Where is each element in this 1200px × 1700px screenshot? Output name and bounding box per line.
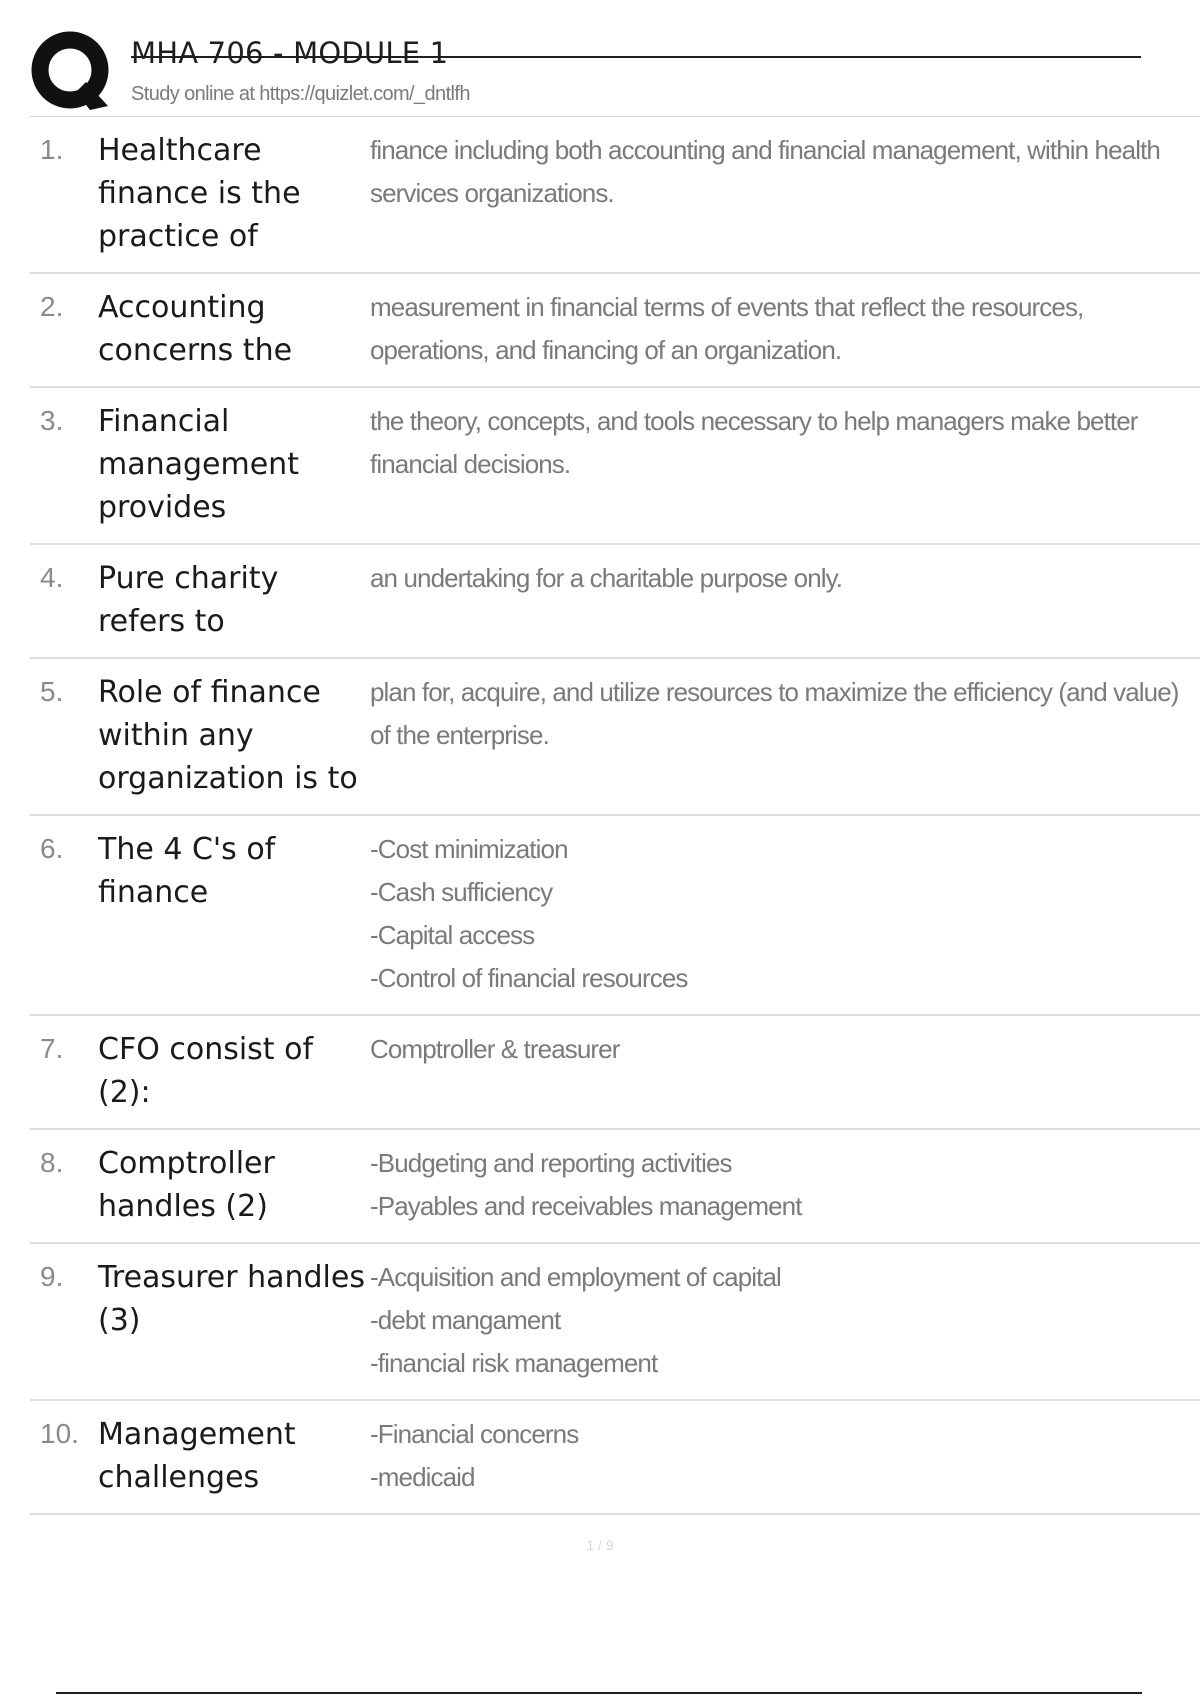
card-term: Financial management provides (98, 404, 299, 525)
card-number: 2. (40, 291, 64, 322)
card-term: CFO consist of (2): (98, 1032, 314, 1110)
card-definition (370, 1413, 1200, 1499)
flashcard-row (30, 117, 1200, 274)
flashcard-row (30, 1016, 1200, 1130)
footer-divider (56, 1692, 1142, 1694)
card-term: Accounting concerns the (98, 290, 293, 368)
card-term: Pure charity refers to (98, 561, 279, 639)
card-definition (370, 557, 1200, 600)
flashcard-row (30, 545, 1200, 659)
card-term: The 4 C's of finance (98, 832, 276, 910)
card-number: 3. (40, 405, 64, 436)
card-term: Role of finance within any organization is to (98, 675, 358, 796)
definition-line: -Capital access (370, 920, 535, 950)
card-term: Healthcare finance is the practice of (98, 133, 301, 254)
card-definition (370, 1142, 1200, 1228)
card-definition (370, 1256, 1200, 1385)
card-term: Treasurer handles (3) (98, 1260, 365, 1338)
document-title: MHA 706 - MODULE 1 (131, 36, 449, 70)
page-header (0, 0, 1200, 118)
study-online-link-text[interactable]: Study online at https://quizlet.com/_dntlfh (131, 83, 470, 105)
flashcard-row (30, 816, 1200, 1016)
card-definition (370, 671, 1200, 757)
card-number: 5. (40, 676, 64, 707)
card-number: 7. (40, 1033, 64, 1064)
card-number: 9. (40, 1261, 64, 1292)
title-strikethrough-rule (131, 56, 1141, 58)
definition-line: Comptroller & treasurer (370, 1034, 620, 1064)
flashcard-row (30, 659, 1200, 816)
card-number: 4. (40, 562, 64, 593)
definition-line: measurement in financial terms of events that reflect the resources, operations, and financing of an organization. (370, 292, 1084, 365)
flashcard-list (30, 117, 1200, 1515)
definition-line: -debt mangament (370, 1305, 561, 1335)
definition-line: -Payables and receivables management (370, 1191, 802, 1221)
definition-line: -Control of financial resources (370, 963, 688, 993)
card-number: 10. (40, 1418, 79, 1449)
card-definition (370, 286, 1200, 372)
flashcard-row (30, 1244, 1200, 1401)
card-number: 1. (40, 134, 64, 165)
definition-line: -Acquisition and employment of capital (370, 1262, 781, 1292)
definition-line: plan for, acquire, and utilize resources to maximize the efficiency (and value) of the enterprise. (370, 677, 1179, 750)
definition-line: -Cost minimization (370, 834, 568, 864)
page-number: 1 / 9 (586, 1537, 614, 1553)
definition-line: the theory, concepts, and tools necessary to help managers make better financial decisions. (370, 406, 1138, 479)
flashcard-row (30, 1130, 1200, 1244)
flashcard-row (30, 1401, 1200, 1515)
definition-line: -Financial concerns (370, 1419, 579, 1449)
card-definition (370, 1028, 1200, 1071)
definition-line: -Cash sufficiency (370, 877, 553, 907)
definition-line: an undertaking for a charitable purpose only. (370, 563, 843, 593)
card-definition (370, 129, 1200, 215)
flashcard-row (30, 388, 1200, 545)
quizlet-q-logo-icon (30, 30, 114, 114)
card-term: Comptroller handles (2) (98, 1146, 275, 1224)
card-definition (370, 400, 1200, 486)
definition-line: -Budgeting and reporting activities (370, 1148, 732, 1178)
card-number: 8. (40, 1147, 64, 1178)
card-definition (370, 828, 1200, 1000)
flashcard-row (30, 274, 1200, 388)
definition-line: -financial risk management (370, 1348, 658, 1378)
definition-line: -medicaid (370, 1462, 475, 1492)
card-number: 6. (40, 833, 64, 864)
definition-line: finance including both accounting and financial management, within health services organizations. (370, 135, 1160, 208)
card-term: Management challenges (98, 1417, 296, 1495)
